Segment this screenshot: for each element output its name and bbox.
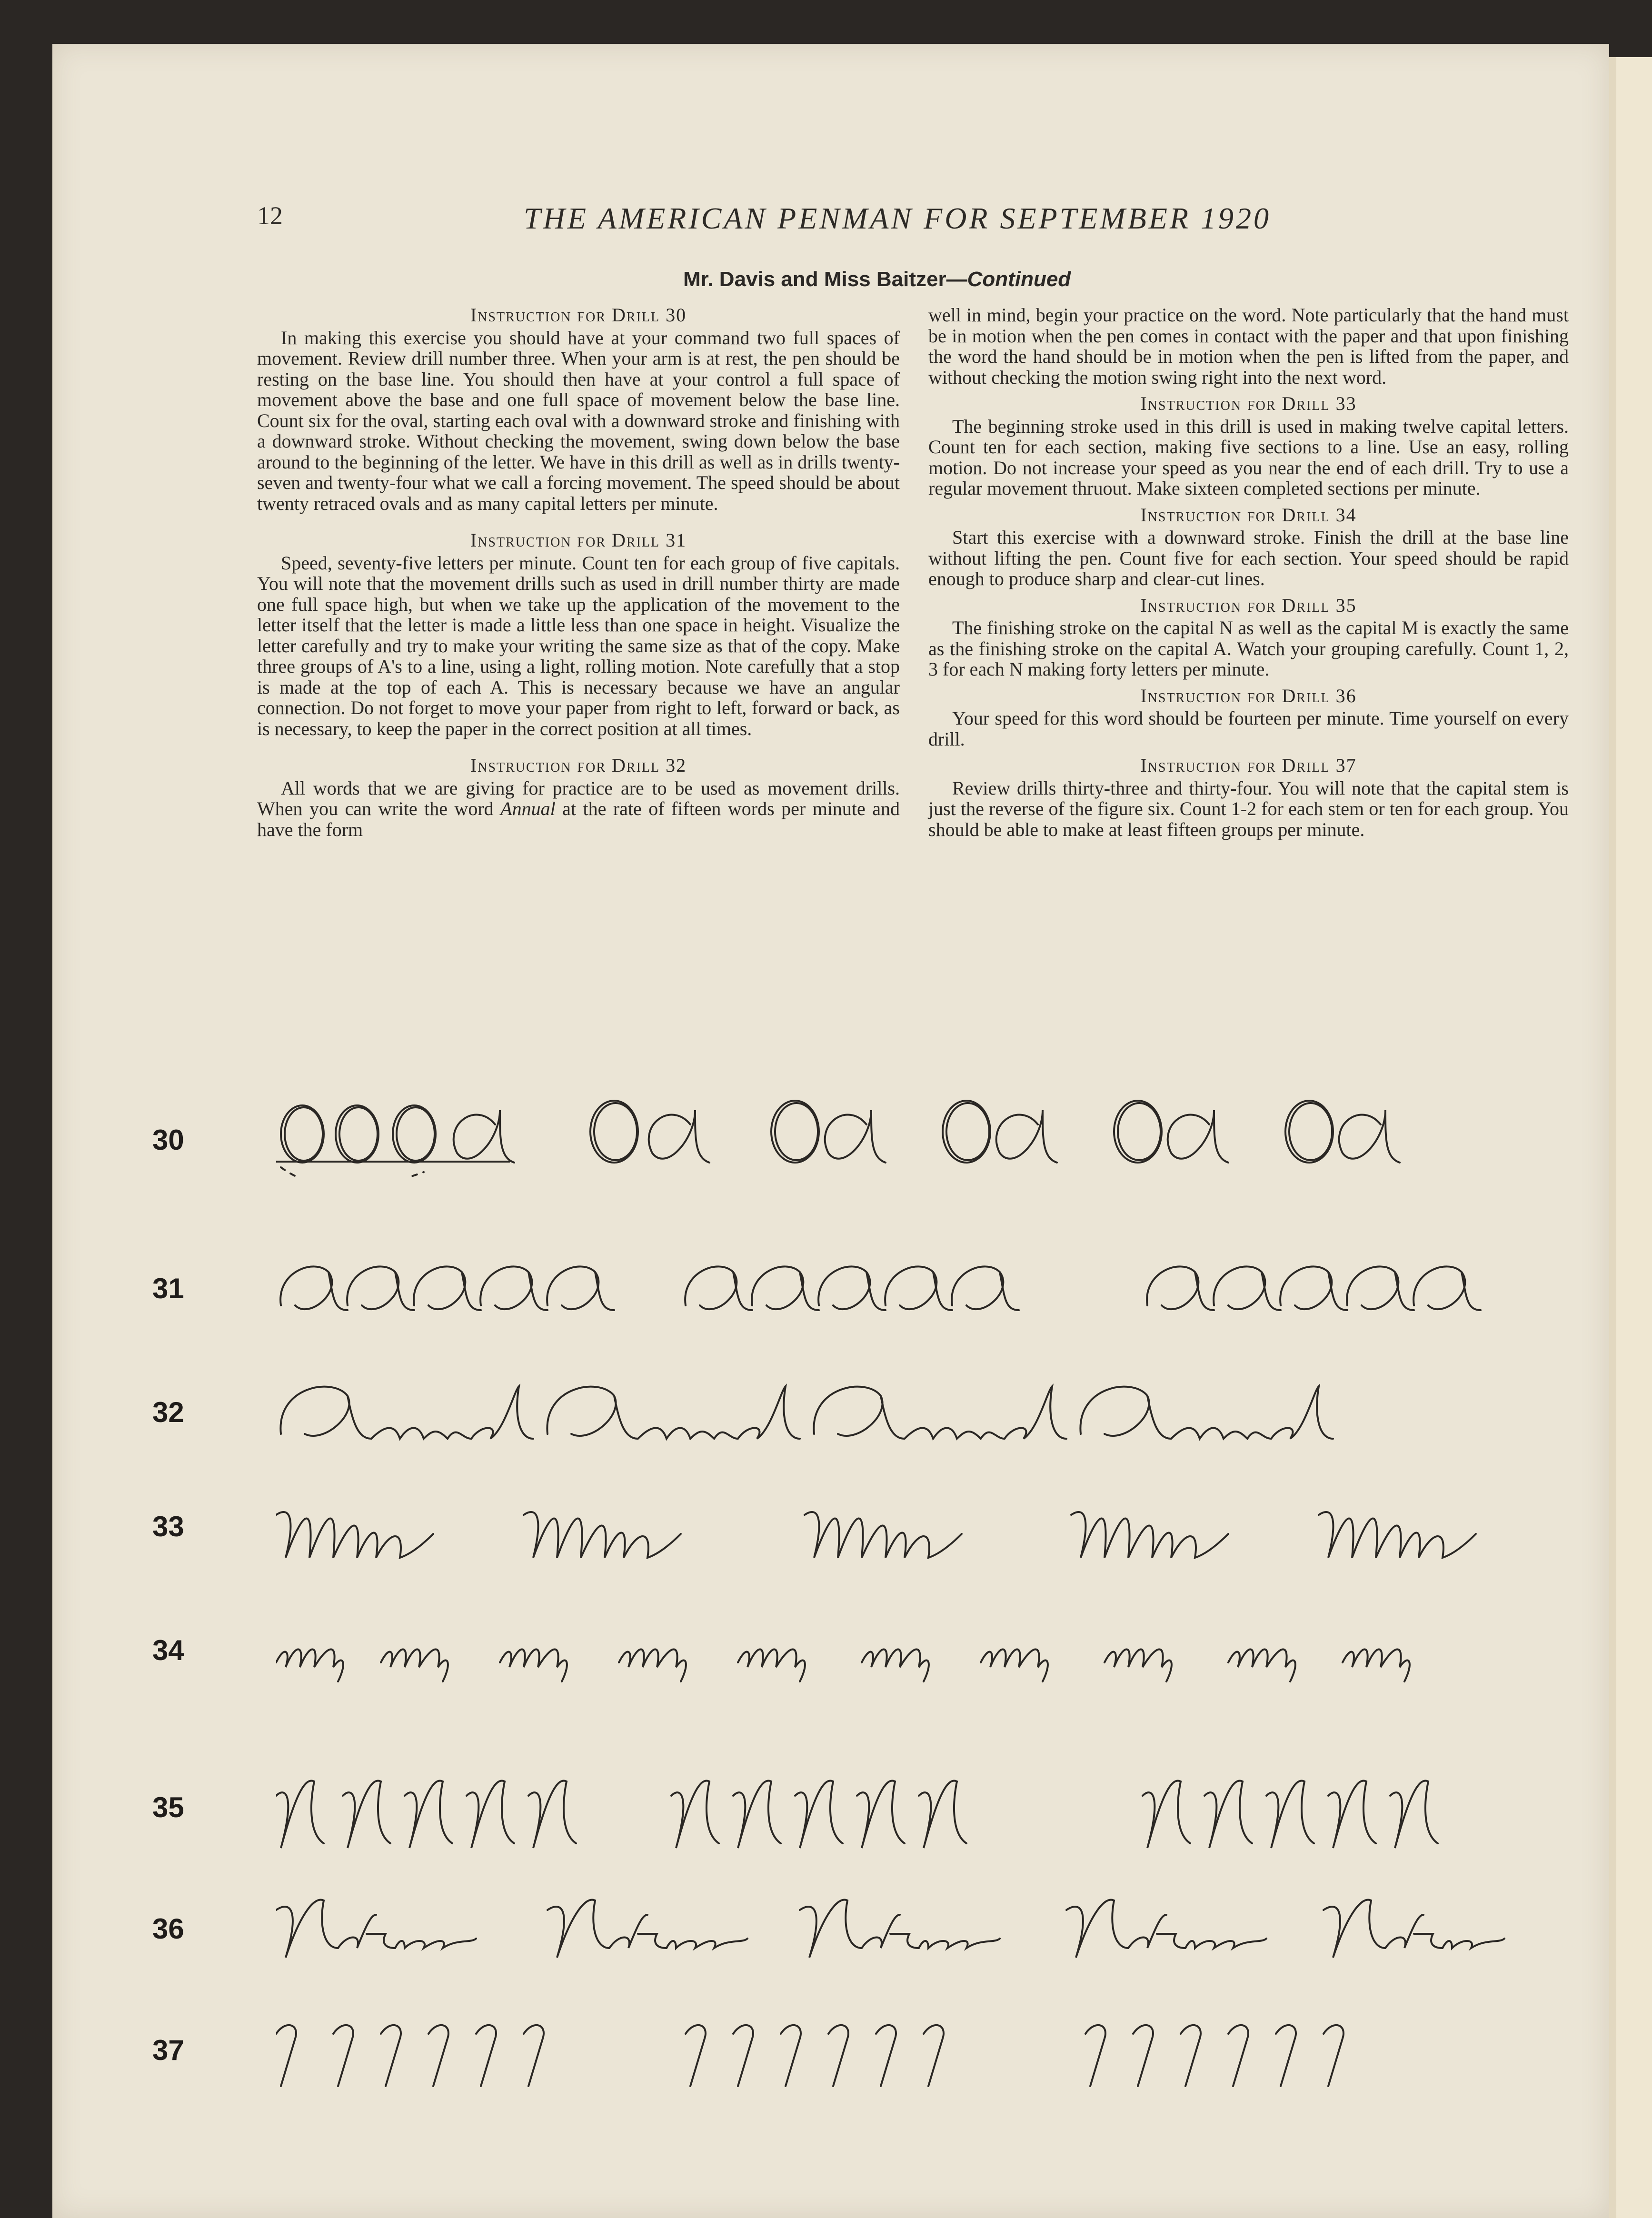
drill-35-text: The finishing stroke on the capital N as well as the capital M is exactly the same as the finishing stroke on the capital A. Watch your grouping carefully. Count 1, 2, 3 for each N making forty letters per minute. [928,617,1569,680]
drill-31-row [52,1239,1609,1334]
drill-34-text: Start this exercise with a downward stroke. Finish the drill at the base line without lifting the pen. Count five for each section. Your speed should be rapid enough to produce sharp and clear-cut lines. [928,527,1569,589]
drill-31-script [276,1239,1514,1334]
annual-word: Annual [500,798,556,819]
drill-number: 37 [152,2034,184,2066]
drill-33-text: The beginning stroke used in this drill is used in making twelve capital letters. Count ten for each section, making five sections to a line. Use an easy, rolling motion. Do not increase your speed as you near the end of each drill. Try to use a regular movement thruout. Make sixteen completed sections per minute. [928,415,1569,499]
drill-32-continued: well in mind, begin your practice on the word. Note particularly that the hand must be in motion when the pen comes in contact with the paper and that upon finishing the word the hand should be in motion when the pen is lifted from the paper, and without checking the motion swing right into the next word. [928,304,1569,388]
drill-number: 30 [152,1124,184,1156]
drill-36-heading: Instruction for Drill 36 [1140,685,1357,706]
drill-number: 31 [152,1273,184,1304]
drill-30-text: In making this exercise you should have at your command two full spaces of movement. Review drill number three. When your arm is at rest, the pen should be resting on the base line. You should then have at your control a full space of movement above the base and one full space of movement below the base line. Count six for the oval, starting each oval with a downward stroke and finishing with a downward stroke. Without checking the movement, swing down below the base around to the beginning of the letter. We have in this drill as well as in drills twenty-seven and twenty-four what we call a forcing movement. The speed should be about twenty retraced ovals and as many capital letters per minute. [257,327,900,514]
drill-34-heading: Instruction for Drill 34 [1140,504,1357,526]
drill-30-row [52,1082,1609,1177]
drill-33-heading: Instruction for Drill 33 [1140,393,1357,414]
left-column [257,305,900,840]
drill-37-heading: Instruction for Drill 37 [1140,755,1357,776]
drill-30-script [276,1082,1514,1177]
drill-37-script [276,2010,1514,2105]
drill-number: 35 [152,1791,184,1823]
article-subtitle: Mr. Davis and Miss Baitzer—Continued [683,268,1071,291]
drill-33-row [52,1486,1609,1581]
page-edge-inner [1616,57,1652,2218]
drill-36-row [52,1891,1609,1986]
drill-number: 33 [152,1511,184,1542]
drill-32-row [52,1367,1609,1462]
drill-34-script [276,1615,1514,1710]
drill-number: 34 [152,1634,184,1666]
page-number: 12 [257,201,283,230]
magazine-page [52,44,1609,2218]
drill-32-heading: Instruction for Drill 32 [470,755,687,776]
drill-36-text: Your speed for this word should be fourteen per minute. Time yourself on every drill. [928,707,1569,750]
drill-32-text: All words that we are giving for practice are to be used as movement drills. When you can write the word Annual at the rate of fifteen words per minute and have the form [257,777,900,840]
running-head: THE AMERICAN PENMAN FOR SEPTEMBER 1920 [524,201,1271,235]
drill-30-heading: Instruction for Drill 30 [470,304,687,326]
drill-35-script [276,1767,1514,1862]
drill-33-script [276,1486,1514,1581]
drill-31-heading: Instruction for Drill 31 [470,529,687,551]
drill-36-script [276,1891,1514,1986]
right-column [928,305,1569,840]
drill-number: 36 [152,1913,184,1945]
drill-35-heading: Instruction for Drill 35 [1140,594,1357,616]
drill-number: 32 [152,1396,184,1428]
drill-35-row [52,1767,1609,1862]
drill-34-row [52,1615,1609,1710]
drill-37-text: Review drills thirty-three and thirty-four. You will note that the capital stem is just the reverse of the figure six. Count 1-2 for each stem or ten for each group. You should be able to make at least fifteen groups per minute. [928,777,1569,840]
drill-32-script [276,1367,1514,1462]
subtitle-emphasis: Continued [967,268,1071,291]
drill-31-text: Speed, seventy-five letters per minute. Count ten for each group of five capitals. You will note that the movement drills such as used in drill number thirty are made one full space high, but when we take up the application of the movement to the letter itself that the letter is made a little less than one space in height. Visualize the letter carefully and try to make your writing the same size as that of the copy. Make three groups of A's to a line, using a light, rolling motion. Note carefully that a stop is made at the top of each A. This is necessary because we have an angular connection. Do not forget to move your paper from right to left, forward or back, as is necessary, to keep the paper in the correct position at all times. [257,552,900,739]
drill-37-row [52,2010,1609,2105]
